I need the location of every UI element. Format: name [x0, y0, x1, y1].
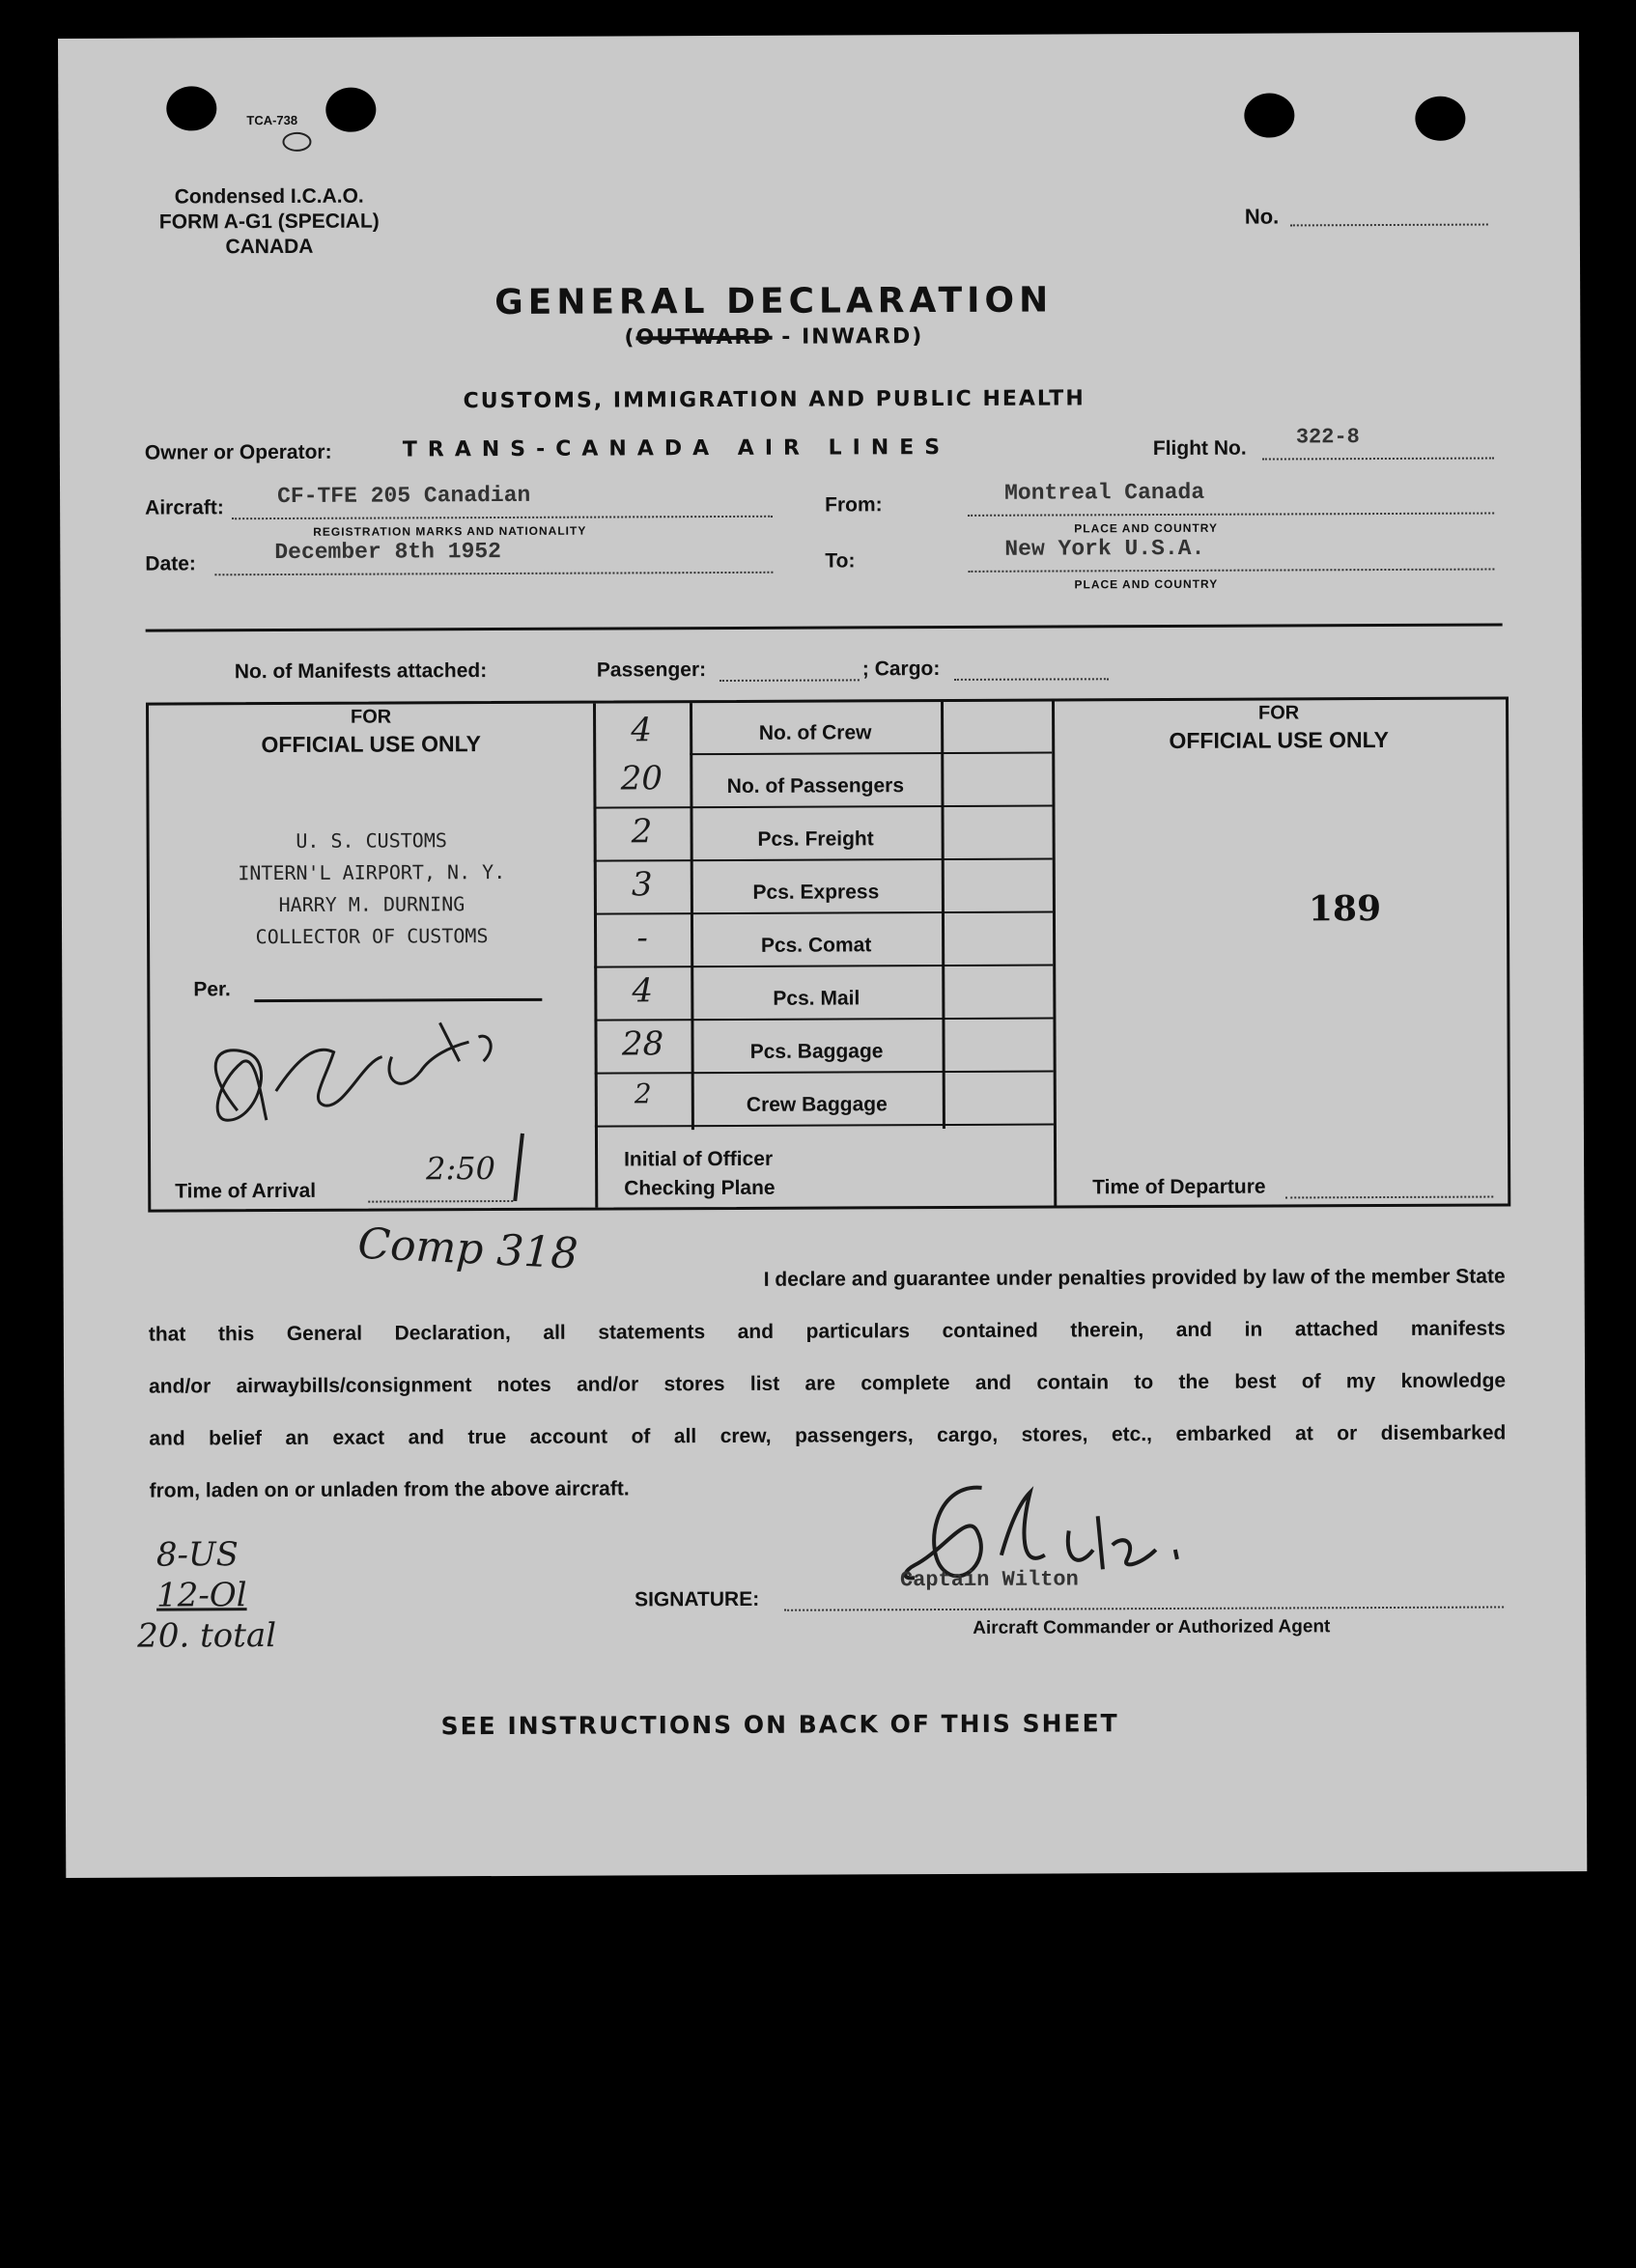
- from-caption: PLACE AND COUNTRY: [1074, 520, 1219, 536]
- customs-stamp: [150, 825, 595, 954]
- page-title: GENERAL DECLARATION: [494, 280, 1054, 323]
- margin-note-3: 20. total: [137, 1616, 277, 1656]
- officer-signature-icon: [188, 1003, 518, 1149]
- crew-label: No. of Crew: [758, 721, 872, 744]
- from-field: [968, 513, 1494, 517]
- form-title: [134, 183, 405, 260]
- time-slash-icon: [503, 1129, 532, 1206]
- box-divider: [690, 703, 694, 1130]
- no-label: No.: [1244, 204, 1280, 229]
- per-label: Per.: [193, 978, 231, 1001]
- right-official: OFFICIAL USE ONLY: [1169, 726, 1389, 753]
- comat-count: -: [636, 918, 648, 958]
- row-line: [594, 911, 1053, 915]
- manifests-label: No. of Manifests attached:: [234, 659, 488, 684]
- stamp-line-4: COLLECTOR OF CUSTOMS: [255, 924, 489, 949]
- date-field: [214, 572, 773, 576]
- express-count: 3: [631, 865, 653, 905]
- freight-label: Pcs. Freight: [757, 827, 874, 851]
- typed-captain-name: Captain Wilton: [899, 1567, 1079, 1593]
- row-line: [593, 805, 1052, 809]
- form-code: TCA-738: [246, 112, 298, 128]
- crew-baggage-count: 2: [634, 1078, 652, 1110]
- declaration-sheet: [58, 32, 1587, 1878]
- airline-logo-icon: [282, 132, 311, 152]
- aircraft-field: [232, 516, 773, 519]
- direction-line: [59, 322, 1488, 352]
- left-official: OFFICIAL USE ONLY: [261, 731, 481, 758]
- time-arrival-label: Time of Arrival: [175, 1179, 317, 1203]
- signature-label: SIGNATURE:: [635, 1587, 760, 1611]
- time-arrival-value: 2:50: [426, 1150, 496, 1188]
- mail-label: Pcs. Mail: [773, 987, 860, 1010]
- from-label: From:: [825, 493, 883, 517]
- flight-label: Flight No.: [1152, 436, 1247, 461]
- passenger-manifest-label: Passenger:: [596, 658, 707, 682]
- departure-field: [1285, 1196, 1493, 1199]
- baggage-count: 28: [621, 1024, 664, 1064]
- from-value: Montreal Canada: [1004, 479, 1205, 506]
- margin-notes: [137, 1534, 276, 1657]
- declaration-line-5: from, laden on or unladen from the above aircraft.: [149, 1477, 630, 1502]
- direction-rest: - INWARD): [772, 324, 924, 350]
- margin-note-1: 8-US: [155, 1535, 240, 1575]
- stamp-line-2: INTERN'L AIRPORT, N. Y.: [238, 859, 506, 885]
- cargo-manifest-label: ; Cargo:: [861, 658, 941, 681]
- mail-count: 4: [632, 971, 654, 1011]
- passengers-count: 20: [620, 759, 663, 798]
- footer-instructions: SEE INSTRUCTIONS ON BACK OF THIS SHEET: [440, 1709, 1119, 1741]
- no-field: [1290, 224, 1488, 227]
- row-line: [594, 858, 1053, 862]
- punch-hole-icon: [1244, 93, 1294, 137]
- margin-note-2: 12-Ol: [155, 1576, 247, 1615]
- crew-count: 4: [631, 711, 653, 750]
- direction-open: (: [624, 325, 636, 350]
- owner-value: TRANS-CANADA AIR LINES: [402, 434, 951, 462]
- date-value: December 8th 1952: [274, 539, 502, 566]
- left-for: FOR: [350, 706, 392, 728]
- declaration-line-3: and/or airwaybills/consignment notes and/or stores list are complete and contain to the best of my knowledge: [149, 1369, 1507, 1398]
- stamp-line-1: U. S. CUSTOMS: [296, 828, 447, 853]
- to-value: New York U.S.A.: [1004, 535, 1205, 562]
- to-label: To:: [825, 549, 856, 573]
- row-line: [594, 965, 1053, 968]
- departure-label: Time of Departure: [1092, 1175, 1266, 1199]
- subtitle: CUSTOMS, IMMIGRATION AND PUBLIC HEALTH: [463, 386, 1086, 414]
- baggage-label: Pcs. Baggage: [749, 1040, 884, 1063]
- to-field: [968, 569, 1494, 573]
- form-title-line-3: CANADA: [225, 235, 314, 259]
- express-label: Pcs. Express: [752, 881, 880, 904]
- passengers-label: No. of Passengers: [726, 774, 905, 798]
- aircraft-caption: REGISTRATION MARKS AND NATIONALITY: [313, 523, 587, 539]
- declaration-line-2: that this General Declaration, all statements and particulars contained therein, and in attached manifests: [148, 1317, 1506, 1346]
- declaration-line-1: I declare and guarantee under penalties provided by law of the member State: [763, 1265, 1506, 1291]
- box-divider: [1052, 702, 1057, 1206]
- aircraft-value: CF-TFE 205 Canadian: [277, 482, 531, 510]
- comp-note: Comp 318: [356, 1218, 579, 1279]
- owner-label: Owner or Operator:: [144, 440, 332, 464]
- form-title-line-1: Condensed I.C.A.O.: [174, 184, 364, 209]
- signature-caption: Aircraft Commander or Authorized Agent: [973, 1616, 1331, 1638]
- struck-word: OUTWARD: [635, 324, 773, 350]
- per-line: [254, 998, 542, 1002]
- box-divider: [941, 702, 945, 1129]
- comat-label: Pcs. Comat: [760, 934, 872, 957]
- officer-line-1: Initial of Officer: [624, 1147, 774, 1171]
- punch-hole-icon: [166, 86, 216, 130]
- aircraft-label: Aircraft:: [145, 496, 224, 519]
- right-for: FOR: [1257, 702, 1300, 724]
- passenger-manifest-field: [719, 679, 860, 682]
- cargo-manifest-field: [954, 678, 1109, 681]
- divider: [146, 623, 1503, 631]
- declaration-line-4: and belief an exact and true account of all crew, passengers, cargo, stores, etc., embarked at or disembarked: [149, 1421, 1507, 1450]
- flight-field: [1262, 458, 1494, 461]
- stamp-line-3: HARRY M. DURNING: [278, 892, 465, 917]
- crew-baggage-label: Crew Baggage: [746, 1093, 888, 1116]
- row-line: [690, 752, 1052, 756]
- row-line: [594, 1018, 1053, 1022]
- row-line: [595, 1124, 1054, 1128]
- punch-hole-icon: [325, 88, 376, 132]
- freight-count: 2: [631, 812, 653, 852]
- to-caption: PLACE AND COUNTRY: [1074, 576, 1219, 592]
- officer-initial: [624, 1145, 776, 1204]
- officer-line-2: Checking Plane: [624, 1176, 776, 1200]
- row-line: [595, 1071, 1054, 1075]
- punch-hole-icon: [1415, 97, 1465, 141]
- flight-value: 322-8: [1295, 425, 1360, 450]
- time-arrival-field: [368, 1200, 513, 1203]
- form-title-line-2: FORM A-G1 (SPECIAL): [158, 210, 380, 234]
- official-box: [146, 696, 1510, 1212]
- date-label: Date:: [145, 552, 196, 575]
- official-number: 189: [1308, 888, 1382, 930]
